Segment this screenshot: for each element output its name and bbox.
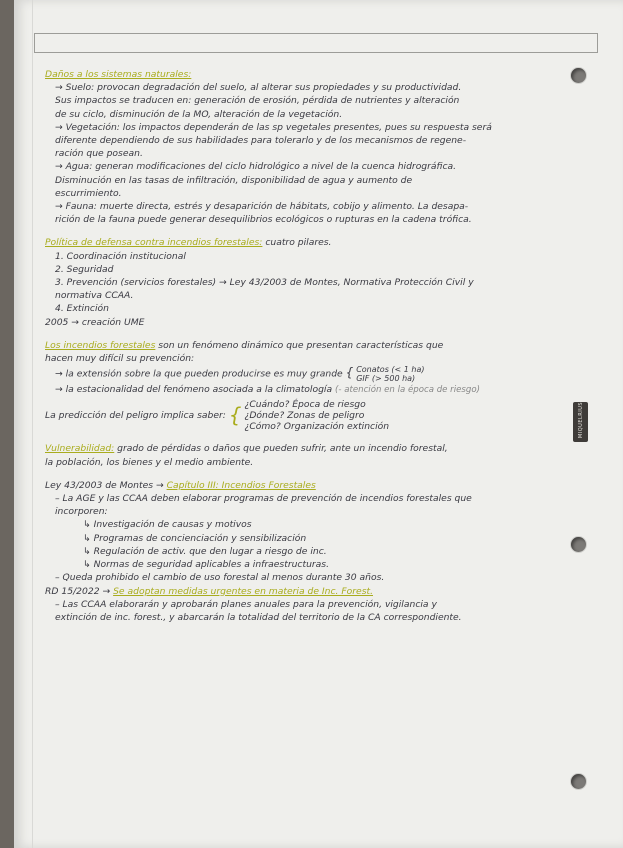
section-politica-heading	[45, 236, 575, 249]
text-line: – Las CCAA elaborarán y aprobarán planes anuales para la prevención, vigilancia y	[55, 598, 437, 610]
list-item: 2005 → creación UME	[45, 316, 145, 328]
list-item: normativa CCAA.	[55, 290, 134, 302]
section-title-vulnerabilidad: Vulnerabilidad:	[45, 443, 115, 455]
rd-heading	[45, 585, 575, 598]
section-title-incendios-rest: son un fenómeno dinámico que presentan características que	[155, 339, 444, 351]
ley-chapter: Capítulo III: Incendios Forestales	[166, 479, 316, 491]
text-line: escurrimiento.	[55, 187, 122, 199]
list-item: 1. Coordinación institucional	[55, 250, 186, 262]
brand-label: MIQUELRIUS	[578, 401, 584, 439]
section-incendios-heading	[45, 339, 575, 352]
brace-item: ¿Dónde? Zonas de peligro	[244, 410, 365, 422]
list-item: 4. Extinción	[55, 303, 109, 315]
text-line: rición de la fauna puede generar desequilibrios ecológicos o rupturas en la cadena trófica.	[55, 214, 472, 226]
brace-item: ¿Cuándo? Época de riesgo	[244, 399, 366, 411]
bullet-note: (- atención en la época de riesgo)	[335, 385, 480, 396]
prediccion-text: La predicción del peligro implica saber:	[45, 410, 226, 422]
brand-tag	[573, 402, 588, 442]
text-line: → Agua: generan modificaciones del ciclo hidrológico a nivel de la cuenca hidrográfica.	[55, 161, 457, 173]
text-line: ración que posean.	[55, 148, 143, 160]
bullet-extension: → la extensión sobre la que pueden producirse es muy grande { Conatos (< 1 ha) GIF (> 500 ha)	[55, 365, 425, 384]
text-line: → Vegetación: los impactos dependerán de las sp vegetales presentes, pues su respuesta será	[55, 121, 492, 133]
prediccion-block: La predicción del peligro implica saber: { ¿Cuándo? Época de riesgo ¿Dónde? Zonas de peligro ¿Cómo? Organización extinción	[45, 399, 390, 433]
section-title-incendios: Los incendios forestales	[45, 339, 156, 351]
text-line: Sus impactos se traducen en: generación de erosión, pérdida de nutrientes y alteración	[55, 95, 460, 107]
text-line: de su ciclo, disminución de la MO, alteración de la vegetación.	[55, 108, 343, 120]
sub-item: ↳ Programas de concienciación y sensibilización	[83, 532, 307, 544]
text-line: la población, los bienes y el medio ambiente.	[45, 456, 254, 468]
binder-hole-3	[571, 774, 586, 789]
bullet-estacionalidad	[45, 383, 575, 397]
section-ley-heading	[45, 479, 575, 492]
brace-item: Conatos (< 1 ha)	[356, 365, 425, 375]
list-item: 3. Prevención (servicios forestales) → Ley 43/2003 de Montes, Normativa Protección Civil y	[55, 277, 474, 289]
sub-item: ↳ Normas de seguridad aplicables a infraestructuras.	[83, 559, 330, 571]
text-line: – Queda prohibido el cambio de uso forestal al menos durante 30 años.	[55, 572, 385, 584]
notebook-page	[14, 0, 623, 848]
brace-item: GIF (> 500 ha)	[356, 374, 416, 384]
bullet-text: → la extensión sobre la que pueden producirse es muy grande	[55, 368, 343, 380]
text-line: → Fauna: muerte directa, estrés y desaparición de hábitats, cobijo y alimento. La desapa-	[55, 201, 469, 213]
ley-head: Ley 43/2003 de Montes →	[45, 479, 167, 491]
list-item: 2. Seguridad	[55, 263, 114, 275]
text-line: → Suelo: provocan degradación del suelo, al alterar sus propiedades y su productividad.	[55, 82, 462, 94]
sub-item: ↳ Regulación de activ. que den lugar a riesgo de inc.	[83, 545, 327, 557]
section-title-politica-rest: cuatro pilares.	[262, 237, 332, 249]
text-line: hacen muy difícil su prevención:	[45, 353, 195, 365]
section-title-politica: Política de defensa contra incendios forestales:	[45, 237, 263, 249]
sub-item: ↳ Investigación de causas y motivos	[83, 519, 252, 531]
rd-title: Se adoptan medidas urgentes en materia de Inc. Forest.	[113, 585, 373, 597]
text-line: Disminución en las tasas de infiltración, disponibilidad de agua y aumento de	[55, 174, 413, 186]
brace-item: ¿Cómo? Organización extinción	[244, 421, 390, 433]
rd-head: RD 15/2022 →	[45, 585, 114, 597]
section-vulnerabilidad-heading	[45, 442, 575, 455]
text-line: – La AGE y las CCAA deben elaborar programas de prevención de incendios forestales que	[55, 493, 472, 505]
handwritten-notes	[45, 68, 575, 624]
text-line: incorporen:	[55, 506, 108, 518]
section-title-danos: Daños a los sistemas naturales:	[45, 69, 192, 80]
text-line: extinción de inc. forest., y abarcarán la totalidad del territorio de la CA correspondiente.	[55, 611, 462, 623]
header-box	[34, 33, 598, 53]
margin-line	[32, 0, 33, 848]
text-line: grado de pérdidas o daños que pueden sufrir, ante un incendio forestal,	[114, 443, 448, 455]
bullet-text: → la estacionalidad del fenómeno asociada a la climatología	[55, 384, 333, 396]
text-line: diferente dependiendo de sus habilidades para tolerarlo y de los mecanismos de regene-	[55, 135, 467, 147]
